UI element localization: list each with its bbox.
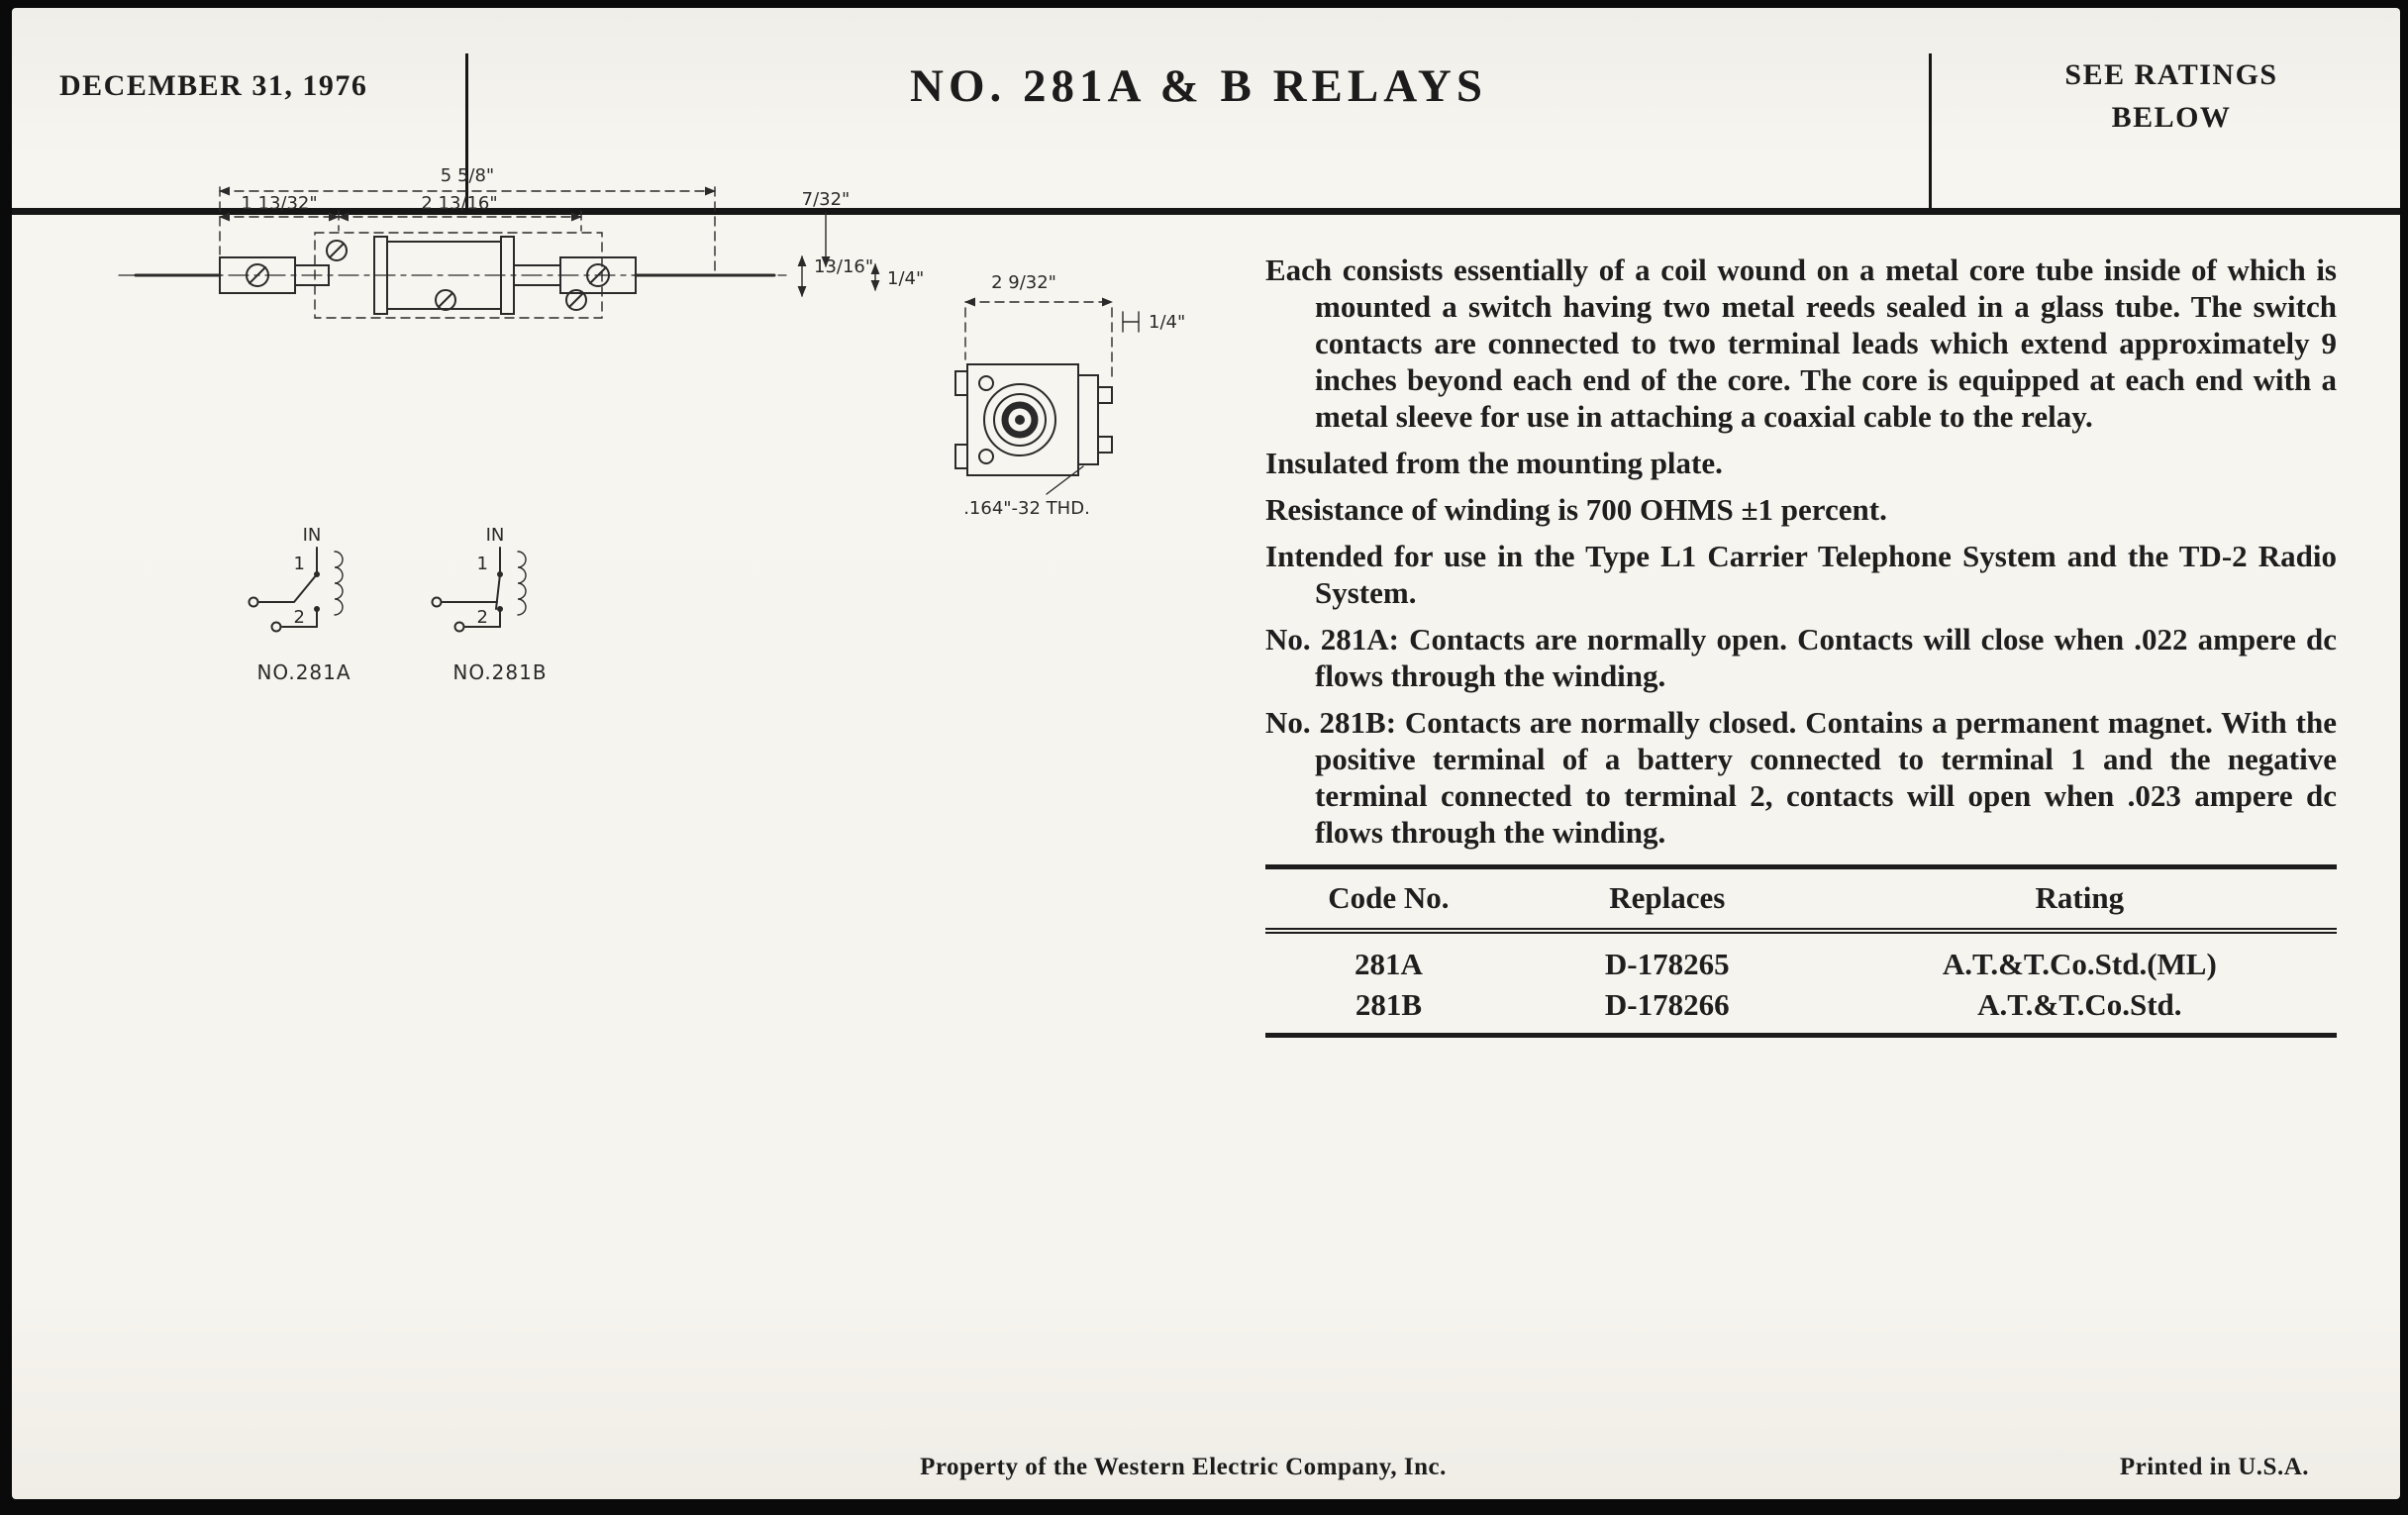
symbol-b-terminal-2: 2 [476, 607, 488, 628]
paragraph-resistance: Resistance of winding is 700 OHMS ±1 percent. [1265, 492, 1887, 527]
page-title: NO. 281A & B RELAYS [910, 60, 1487, 112]
dim-overall-length: 5 5/8" [440, 165, 495, 186]
col-header-rating: Rating [1823, 867, 2337, 932]
description-column [1265, 252, 2337, 1038]
issue-date: DECEMBER 31, 1976 [59, 69, 368, 102]
relay-end-view [955, 364, 1112, 494]
property-notice: Property of the Western Electric Company, Inc. [920, 1454, 1447, 1480]
table-row [1265, 931, 2337, 984]
printed-notice: Printed in U.S.A. [2119, 1454, 2309, 1480]
ratings-table [1265, 864, 2337, 1038]
paragraph-intended-use: Intended for use in the Type L1 Carrier Telephone System and the TD-2 Radio System. [1265, 539, 2337, 610]
cell-code: 281A [1354, 947, 1423, 981]
relay-side-view [119, 233, 786, 318]
ratings-note [1943, 53, 2400, 139]
thread-note: .164"-32 THD. [963, 498, 1090, 519]
side-view-dimensions [220, 187, 875, 296]
end-view-dimensions [965, 302, 1139, 381]
symbol-b-terminal-1: 1 [476, 554, 488, 574]
dim-end-tab: 1/4" [1149, 312, 1186, 333]
ratings-table-header-row [1265, 867, 2337, 932]
cell-replaces: D-178266 [1604, 987, 1730, 1022]
table-row [1265, 984, 2337, 1036]
cell-rating: A.T.&T.Co.Std. [1977, 987, 2182, 1022]
paragraph-description: Each consists essentially of a coil wound on a metal core tube inside of which is mounted a switch having two metal reeds sealed in a glass tube. The switch contacts are connected to two terminal leads which extend approximately 9 inches beyond each end of the core. The core is equipped at each end with a metal sleeve for use in attaching a coaxial cable to the relay. [1265, 252, 2337, 434]
ratings-note-line2: BELOW [2111, 101, 2232, 134]
dim-mid-section: 2 13/16" [421, 193, 498, 214]
paragraph-281a: No. 281A: Contacts are normally open. Contacts will close when .022 ampere dc flows through the winding. [1265, 622, 2337, 693]
col-header-replaces: Replaces [1512, 867, 1823, 932]
dim-height: 13/16" [814, 256, 874, 277]
dim-left-section: 1 13/32" [241, 193, 318, 214]
symbol-b-name: NO.281B [452, 660, 548, 684]
dim-gap: 7/32" [801, 189, 851, 210]
dim-quarter: 1/4" [887, 268, 925, 289]
symbol-a-in-label: IN [302, 525, 322, 546]
paragraph-281b: No. 281B: Contacts are normally closed. Contains a permanent magnet. With the positive terminal of a battery connected to terminal 1 and the negative terminal connected to terminal 2, contacts will open when .023 ampere dc flows through the winding. [1265, 705, 2337, 850]
paragraph-insulation: Insulated from the mounting plate. [1265, 446, 1723, 480]
cell-replaces: D-178265 [1604, 947, 1730, 981]
dim-end-width: 2 9/32" [991, 272, 1056, 293]
symbol-a-terminal-2: 2 [293, 607, 305, 628]
symbol-a-terminal-1: 1 [293, 554, 305, 574]
header-divider-right [1929, 53, 1932, 208]
col-header-code: Code No. [1265, 867, 1512, 932]
cell-code: 281B [1354, 987, 1423, 1022]
symbol-b-in-label: IN [485, 525, 505, 546]
datasheet-page [12, 8, 2400, 1499]
drawing-labels [241, 165, 1185, 684]
symbol-a-name: NO.281A [256, 660, 351, 684]
cell-rating: A.T.&T.Co.Std.(ML) [1942, 947, 2217, 981]
relay-technical-drawing [81, 161, 1250, 701]
ratings-note-line1: SEE RATINGS [2064, 58, 2278, 91]
